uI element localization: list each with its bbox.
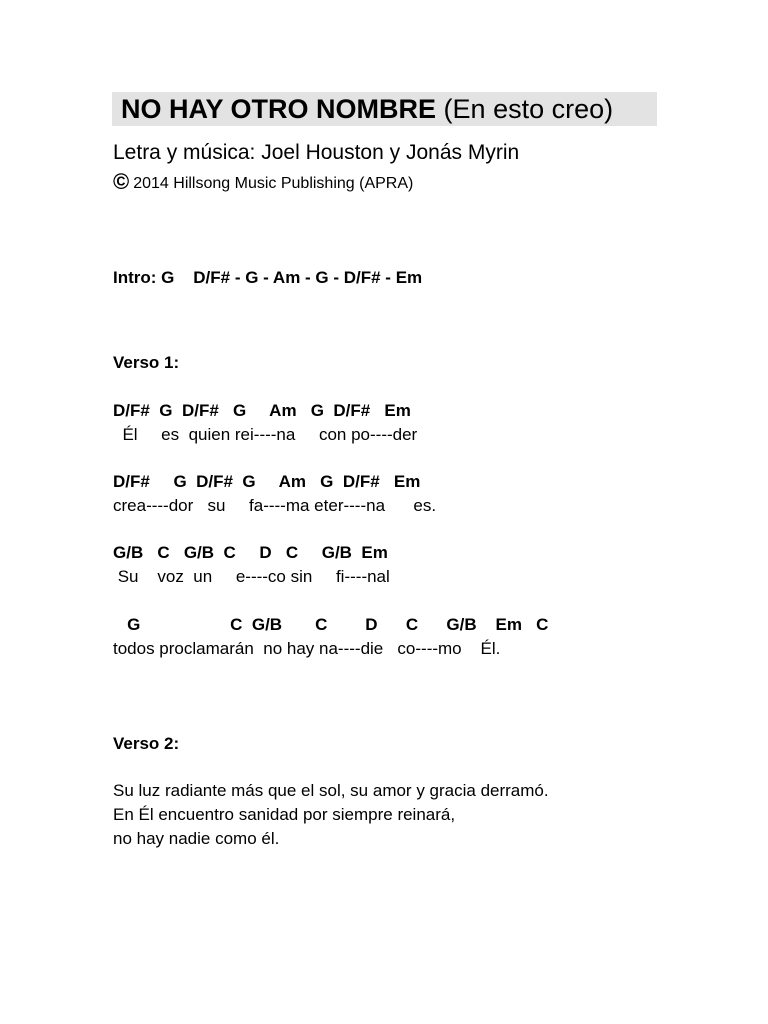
copyright-text: 2014 Hillsong Music Publishing (APRA) (133, 175, 414, 192)
verse1-chord-line: D/F# G D/F# G Am G D/F# Em (113, 401, 411, 420)
copyright-icon: © (113, 169, 130, 194)
verse1-chord-line: D/F# G D/F# G Am G D/F# Em (113, 472, 421, 491)
song-title-subtitle: (En esto creo) (436, 94, 614, 124)
intro-chords: Intro: G D/F# - G - Am - G - D/F# - Em (113, 268, 423, 287)
verse1-chord-line: G/B C G/B C D C G/B Em (113, 543, 388, 562)
song-title (121, 93, 613, 125)
verse2-lyric-line: no hay nadie como él. (113, 829, 280, 848)
verse1-lyric-line: Su voz un e----co sin fi----nal (113, 567, 390, 586)
verse2-lyric-line: Su luz radiante más que el sol, su amor y gracia derramó. (113, 781, 549, 800)
verse1-chord-line: G C G/B C D C G/B Em C (113, 615, 549, 634)
verse2-heading: Verso 2: (113, 734, 180, 753)
song-title-main: NO HAY OTRO NOMBRE (121, 94, 437, 124)
copyright-line (113, 170, 413, 196)
verse1-lyric-line: Él es quien rei----na con po----der (113, 425, 418, 444)
verse1-lyric-line: todos proclamarán no hay na----die co----mo Él. (113, 639, 501, 658)
song-credits: Letra y música: Joel Houston y Jonás Myrin (113, 141, 520, 164)
verse1-heading: Verso 1: (113, 353, 180, 372)
verse1-lyric-line: crea----dor su fa----ma eter----na es. (113, 496, 437, 515)
verse2-lyric-line: En Él encuentro sanidad por siempre reinará, (113, 805, 456, 824)
